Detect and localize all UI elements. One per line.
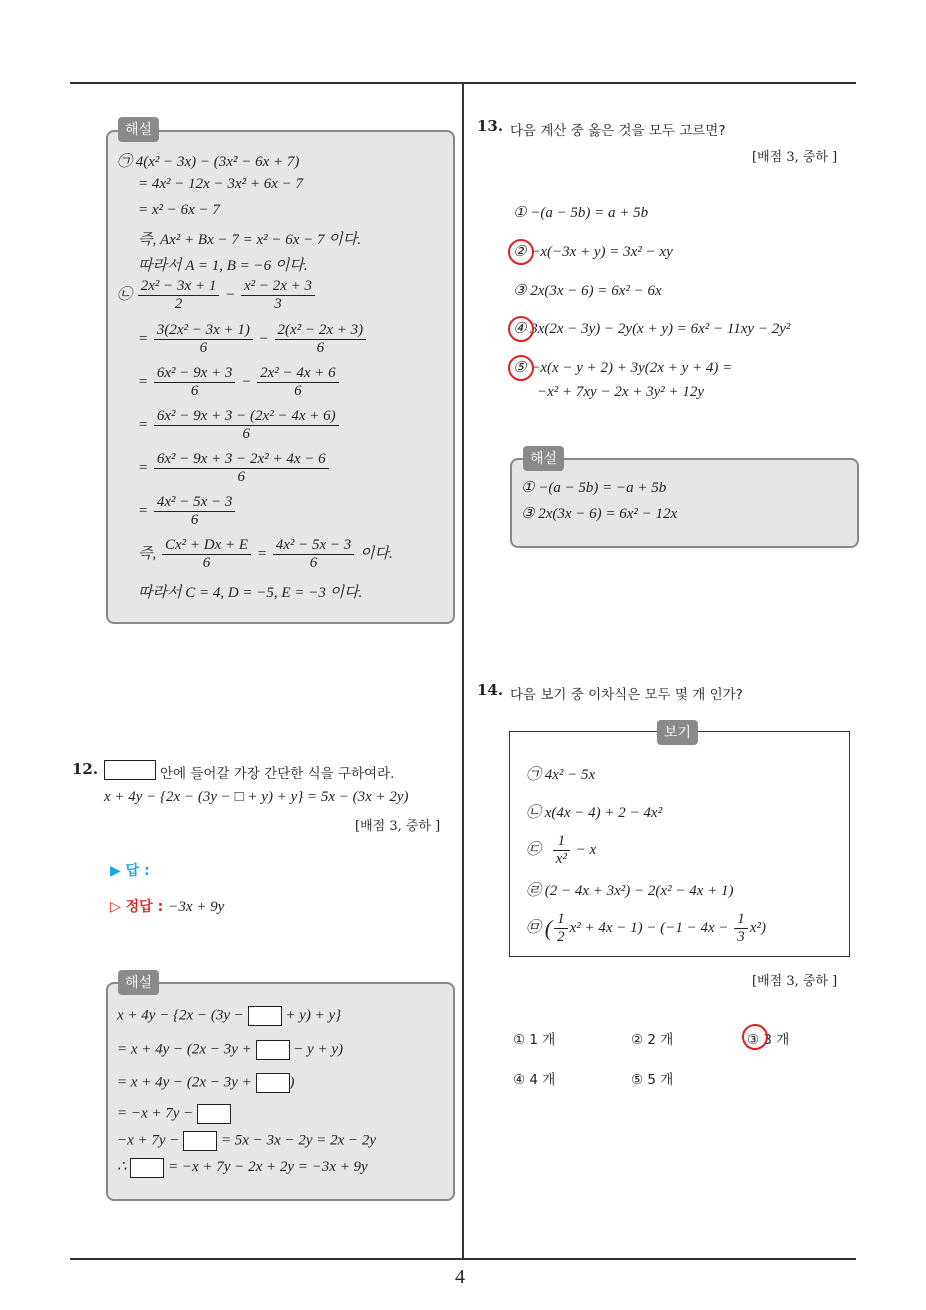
column-divider — [462, 84, 464, 1258]
explain-line: ㉠ 4(x² − 3x) − (3x² − 6x + 7) — [117, 154, 300, 170]
option-3[interactable]: ③ 2x(3x − 6) = 6x² − 6x — [513, 283, 662, 299]
example-item-c: ㉢ $\frac{1}{\text{x²}}$ − x — [526, 833, 597, 867]
blank-box — [256, 1073, 290, 1093]
explain-line: = x + 4y − (2x − 3y + − y + y) — [117, 1040, 343, 1060]
choice-3[interactable]: ③ 3 개 — [747, 1032, 790, 1048]
explain-line: = −x + 7y − — [117, 1104, 231, 1124]
explain-line: = 4x² − 12x − 3x² + 6x − 7 — [138, 176, 303, 192]
question-text: 안에 들어갈 가장 간단한 식을 구하여라. — [160, 766, 395, 782]
frac-line-4: = $\frac{\text{6x² − 9x + 3 − (2x² − 4x + 6)}}{6}$ — [138, 408, 341, 443]
blank-box — [248, 1006, 282, 1026]
choice-2[interactable]: ② 2 개 — [631, 1032, 674, 1048]
blank-box — [130, 1158, 164, 1178]
explanation-box-13 — [510, 458, 859, 548]
explain-line: −x + 7y − = 5x − 3x − 2y = 2x − 2y — [117, 1131, 376, 1151]
choice-4[interactable]: ④ 4 개 — [513, 1072, 556, 1088]
explanation-tag: 해설 — [118, 970, 159, 995]
frac-line-6: = $\frac{\text{4x² − 5x − 3}}{6}$ — [138, 494, 237, 529]
correct-answer-row — [110, 896, 224, 916]
question-number: 14. — [477, 681, 504, 699]
selected-mark-4 — [508, 316, 534, 342]
choice-1[interactable]: ① 1 개 — [513, 1032, 556, 1048]
option-1[interactable]: ① −(a − 5b) = a + 5b — [513, 205, 649, 221]
explain-line: 즉, Ax² + Bx − 7 = x² − 6x − 7 이다. — [138, 232, 362, 248]
score-label: [배점 3, 중하 ] — [752, 150, 838, 165]
score-label: [배점 3, 중하 ] — [752, 974, 838, 989]
explain-line: = x² − 6x − 7 — [138, 202, 220, 218]
blank-box — [197, 1104, 231, 1124]
option-5-continued: −x² + 7xy − 2x + 3y² + 12y — [537, 384, 705, 400]
example-tag: 보기 — [657, 720, 698, 745]
example-item-d: ㉣ (2 − 4x + 3x²) − 2(x² − 4x + 1) — [526, 883, 734, 899]
question-text: 다음 계산 중 옳은 것을 모두 고르면? — [510, 123, 726, 139]
example-item-a: ㉠ 4x² − 5x — [526, 767, 596, 783]
frac-line-5: = $\frac{\text{6x² − 9x + 3 − 2x² + 4x − 6}}{6}$ — [138, 451, 331, 486]
explain-line: 따라서 C = 4, D = −5, E = −3 이다. — [138, 585, 363, 601]
selected-mark-2 — [508, 239, 534, 265]
correct-label: ▷ 정답 : — [110, 899, 164, 915]
option-2[interactable]: ② −x(−3x + y) = 3x² − xy — [513, 244, 673, 260]
explain-line: ∴ = −x + 7y − 2x + 2y = −3x + 9y — [117, 1157, 368, 1178]
option-5[interactable]: ⑤ −x(x − y + 2) + 3y(2x + y + 4) = — [513, 360, 733, 376]
score-label: [배점 3, 중하 ] — [355, 819, 441, 834]
frac-line-2: = $\frac{\text{3(2x² − 3x + 1)}}{6}$ − $\frac{\text{2(x² − 2x + 3)}}{6}$ — [138, 322, 368, 357]
page-number: 4 — [455, 1266, 465, 1288]
frac-line-7: 즉, $\frac{\text{Cx² + Dx + E}}{6}$ = $\frac{\text{4x² − 5x − 3}}{6}$ 이다. — [138, 537, 393, 571]
explanation-tag: 해설 — [118, 117, 159, 142]
question-number: 13. — [477, 117, 504, 135]
choice-5[interactable]: ⑤ 5 개 — [631, 1072, 674, 1088]
frac-line-3: = $\frac{\text{6x² − 9x + 3}}{6}$ − $\frac{\text{2x² − 4x + 6}}{6}$ — [138, 365, 341, 400]
question-text: 다음 보기 중 이차식은 모두 몇 개 인가? — [510, 687, 743, 703]
explanation-tag: 해설 — [523, 446, 564, 471]
frac-line-1: ㉡ $\frac{\text{2x² − 3x + 1}}{2}$ − $\frac{\text{x² − 2x + 3}}{3}$ — [117, 278, 317, 313]
option-4[interactable]: ④ 3x(2x − 3y) − 2y(x + y) = 6x² − 11xy − 2y² — [513, 321, 791, 337]
explain-line: 따라서 A = 1, B = −6 이다. — [138, 258, 308, 274]
explain-line: x + 4y − {2x − (3y − + y) + y} — [117, 1006, 341, 1026]
answer-label: ▶ 답 : — [110, 863, 150, 879]
blank-box — [183, 1131, 217, 1151]
explain-line: = x + 4y − (2x − 3y + ) — [117, 1073, 295, 1093]
example-item-b: ㉡ x(4x − 4) + 2 − 4x² — [526, 805, 663, 821]
correct-value: −3x + 9y — [168, 899, 225, 915]
answer-blank-box — [104, 760, 156, 780]
explain-line: ③ 2x(3x − 6) = 6x² − 12x — [521, 506, 678, 522]
blank-box — [256, 1040, 290, 1060]
selected-mark-choice-3 — [742, 1024, 768, 1050]
question-expression: x + 4y − {2x − (3y − □ + y) + y} = 5x − (3x + 2y) — [104, 789, 409, 805]
selected-mark-5 — [508, 355, 534, 381]
bottom-rule — [70, 1258, 856, 1260]
explain-line: ① −(a − 5b) = −a + 5b — [521, 480, 667, 496]
question-number: 12. — [72, 760, 99, 778]
example-item-e: ㉤ ( $\frac{1}{2}$ x² + 4x − 1) − (−1 − 4x − $\frac{1}{3}$ x²) — [526, 911, 766, 945]
